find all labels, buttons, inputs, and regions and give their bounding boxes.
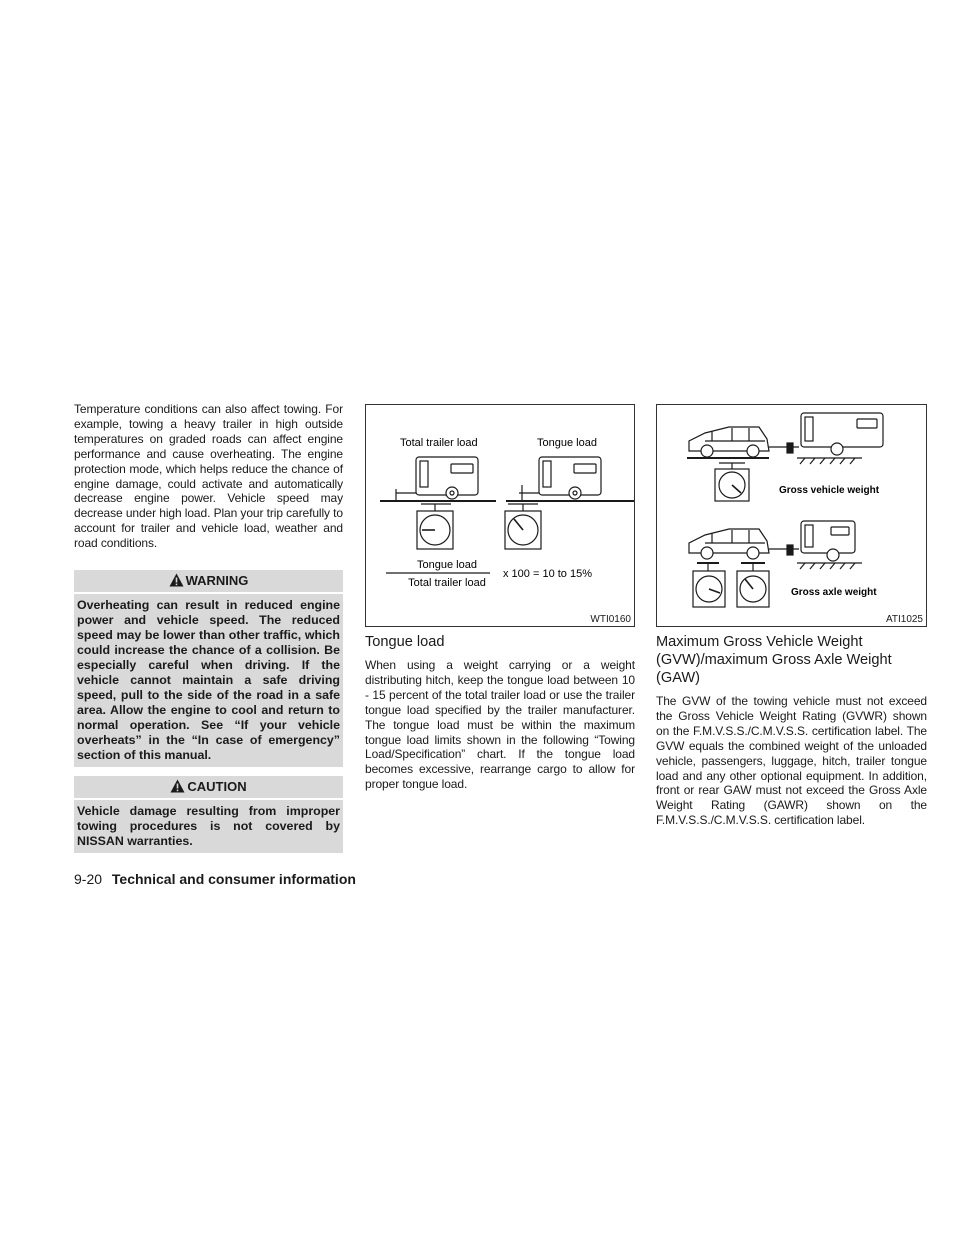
trailer-icon-left [380,457,496,501]
figure-code: ATI1025 [885,614,923,625]
caution-box [74,776,343,853]
figure-code: WTI0160 [590,614,631,625]
scale-icon-left [417,504,453,549]
tongue-load-illustration [366,405,634,626]
left-column [74,402,343,853]
warning-icon [169,572,184,594]
scale-icon-rear-axle [737,563,769,607]
section-name: Technical and consumer information [111,871,356,887]
intro-paragraph: Temperature conditions can also affect towing. For example, towing a heavy trailer in high outside temperatures on graded roads can affect engine performance and cause overheating. The engine protection mode, which helps reduce the chance of engine damage, could activate and automatically decrease engine power. Vehicle speed may decrease under high load. Plan your trip carefully to account for trailer and vehicle load, weather and road conditions. [74,402,343,551]
caution-icon [170,778,185,800]
gvw-gaw-text: The GVW of the towing vehicle must not exceed the Gross Vehicle Weight Rating (GVWR) shown on the F.M.V.S.S./C.M.V.S.S. certification label. The GVW equals the combined weight of the unloaded vehicle, passengers, luggage, hitch, trailer tongue load and any other optional equipment. In addition, front or rear GAW must not exceed the Gross Axle Weight Rating (GAWR) shown on the F.M.V.S.S./C.M.V.S.S. certification label. [656,694,927,828]
total-trailer-load-label: Total trailer load [400,437,478,449]
gvw-gaw-illustration [657,405,926,626]
tongue-load-label: Tongue load [537,437,597,449]
tongue-load-figure [365,404,635,627]
page-number: 9-20 [74,871,103,887]
formula-text: x 100 = 10 to 15% [503,568,592,580]
gross-vehicle-weight-label: Gross vehicle weight [779,485,880,496]
scale-icon-right [505,504,541,549]
caution-text: Vehicle damage resulting from improper towing procedures is not covered by NISSAN warranties. [74,800,343,853]
scale-icon-front-axle [693,563,725,607]
vehicle-icon-bottom [689,521,862,569]
page-footer [74,871,356,887]
gvw-gaw-figure [656,404,927,627]
gvw-gaw-title: Maximum Gross Vehicle Weight (GVW)/maximum Gross Axle Weight (GAW) [656,634,892,686]
gross-axle-weight-label: Gross axle weight [791,587,877,598]
warning-box [74,570,343,767]
fraction-numerator: Tongue load [417,559,477,571]
trailer-icon-right [506,457,634,501]
warning-text: Overheating can result in reduced engine power and vehicle speed. The reduced speed may be lower than other traffic, which could increase the chance of a collision. Be especially careful when driving. If the vehicle cannot maintain a safe driving speed, pull to the side of the road in a safe area. Allow the engine to cool and return to normal operation. See “If your vehicle overheats” in the “In case of emergency” section of this manual. [74,594,343,767]
warning-header [74,570,343,594]
middle-column [365,402,635,792]
vehicle-icon-top [687,413,883,464]
tongue-load-text: When using a weight carrying or a weight distributing hitch, keep the tongue load between 10 - 15 percent of the total trailer load or use the trailer tongue load specified by the trailer manufacturer. The tongue load must be within the maximum tongue load limits shown in the following “Towing Load/Specification” chart. If the tongue load becomes excessive, rearrange cargo to allow for proper tongue load. [365,658,635,792]
warning-heading: WARNING [185,573,249,589]
caution-heading: CAUTION [187,779,247,795]
scale-icon-top [715,463,749,501]
caution-header [74,776,343,800]
fraction-denominator: Total trailer load [408,577,486,589]
right-column [656,402,927,828]
tongue-load-title: Tongue load [365,634,445,650]
